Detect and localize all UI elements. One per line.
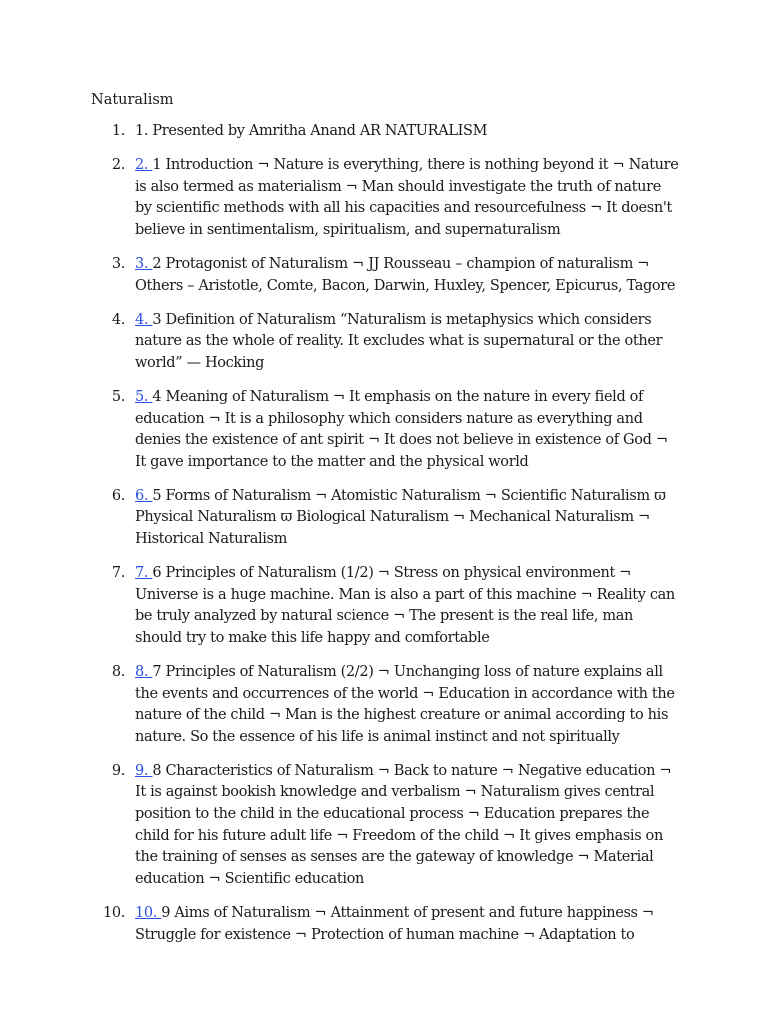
item-text: 7 Principles of Naturalism (2/2) ¬ Unchanging loss of nature explains all the events and occurrences of the world ¬ Education in accordance with the nature of the child ¬ Man is the highest creature or animal according to his nature. So the essence of his life is animal instinct and not spiritually	[135, 663, 675, 745]
list-item	[91, 563, 681, 649]
slide-link[interactable]: 6.	[135, 487, 153, 504]
list-item	[91, 254, 681, 297]
list-item	[91, 903, 681, 946]
slide-link[interactable]: 10.	[135, 904, 162, 921]
item-text: 4 Meaning of Naturalism ¬ It emphasis on the nature in every field of education ¬ It is a philosophy which considers nature as everything and denies the existence of ant spirit ¬ It does not believe in existence of God ¬ It gave importance to the matter and the physical world	[135, 388, 668, 470]
slide-link[interactable]: 8.	[135, 663, 153, 680]
slide-link[interactable]: 4.	[135, 311, 153, 328]
list-item	[91, 761, 681, 891]
item-number: 8.	[111, 663, 125, 680]
document-page	[91, 90, 681, 959]
list-item	[91, 486, 681, 551]
slide-link[interactable]: 9.	[135, 762, 153, 779]
slide-link[interactable]: 2.	[135, 157, 153, 174]
item-text: 6 Principles of Naturalism (1/2) ¬ Stress on physical environment ¬ Universe is a huge machine. Man is also a part of this machine ¬ Reality can be truly analyzed by natural science ¬ The present is the real life, man should try to make this life happy and comfortable	[135, 565, 675, 646]
list-item	[91, 310, 681, 375]
slide-link[interactable]: 5.	[135, 388, 153, 405]
item-number: 9.	[111, 762, 125, 779]
item-number: 10.	[102, 904, 125, 921]
item-number: 7.	[111, 565, 125, 582]
list-item	[91, 387, 681, 473]
slide-link[interactable]: 7.	[135, 565, 153, 582]
item-text: 1 Introduction ¬ Nature is everything, there is nothing beyond it ¬ Nature is also termed as materialism ¬ Man should investigate the truth of nature by scientific methods with all his capacities and resourcefulness ¬ It doesn't believe in sentimentalism, spiritualism, and supernaturalism	[135, 157, 679, 238]
item-number: 3.	[111, 255, 125, 272]
item-text: 5 Forms of Naturalism ¬ Atomistic Naturalism ¬ Scientific Naturalism ϖ Physical Naturalism ϖ Biological Naturalism ¬ Mechanical Naturalism ¬ Historical Naturalism	[135, 487, 666, 547]
list-item	[91, 155, 681, 241]
slide-list	[91, 121, 681, 946]
item-number: 5.	[111, 388, 125, 405]
document-title: Naturalism	[91, 92, 174, 108]
item-text: 1. Presented by Amritha Anand AR NATURALISM	[135, 123, 488, 139]
item-text: 2 Protagonist of Naturalism ¬ JJ Rousseau – champion of naturalism ¬ Others – Aristotle, Comte, Bacon, Darwin, Huxley, Spencer, Epicurus, Tagore	[135, 255, 676, 294]
item-number: 1.	[111, 123, 125, 139]
item-text: 9 Aims of Naturalism ¬ Attainment of present and future happiness ¬ Struggle for existence ¬ Protection of human machine ¬ Adaptation to	[135, 904, 654, 943]
list-item	[91, 121, 681, 143]
item-number: 6.	[111, 487, 125, 504]
item-text: 3 Definition of Naturalism “Naturalism is metaphysics which considers nature as the whole of reality. It excludes what is supernatural or the other world” — Hocking	[135, 311, 663, 371]
item-number: 2.	[111, 157, 125, 174]
list-item	[91, 662, 681, 748]
item-text: 8 Characteristics of Naturalism ¬ Back to nature ¬ Negative education ¬ It is against bookish knowledge and verbalism ¬ Naturalism gives central position to the child in the educational process ¬ Education prepares the child for his future adult life ¬ Freedom of the child ¬ It gives emphasis on the training of senses as senses are the gateway of knowledge ¬ Material education ¬ Scientific education	[135, 762, 672, 887]
slide-link[interactable]: 3.	[135, 255, 153, 272]
item-number: 4.	[111, 311, 125, 328]
